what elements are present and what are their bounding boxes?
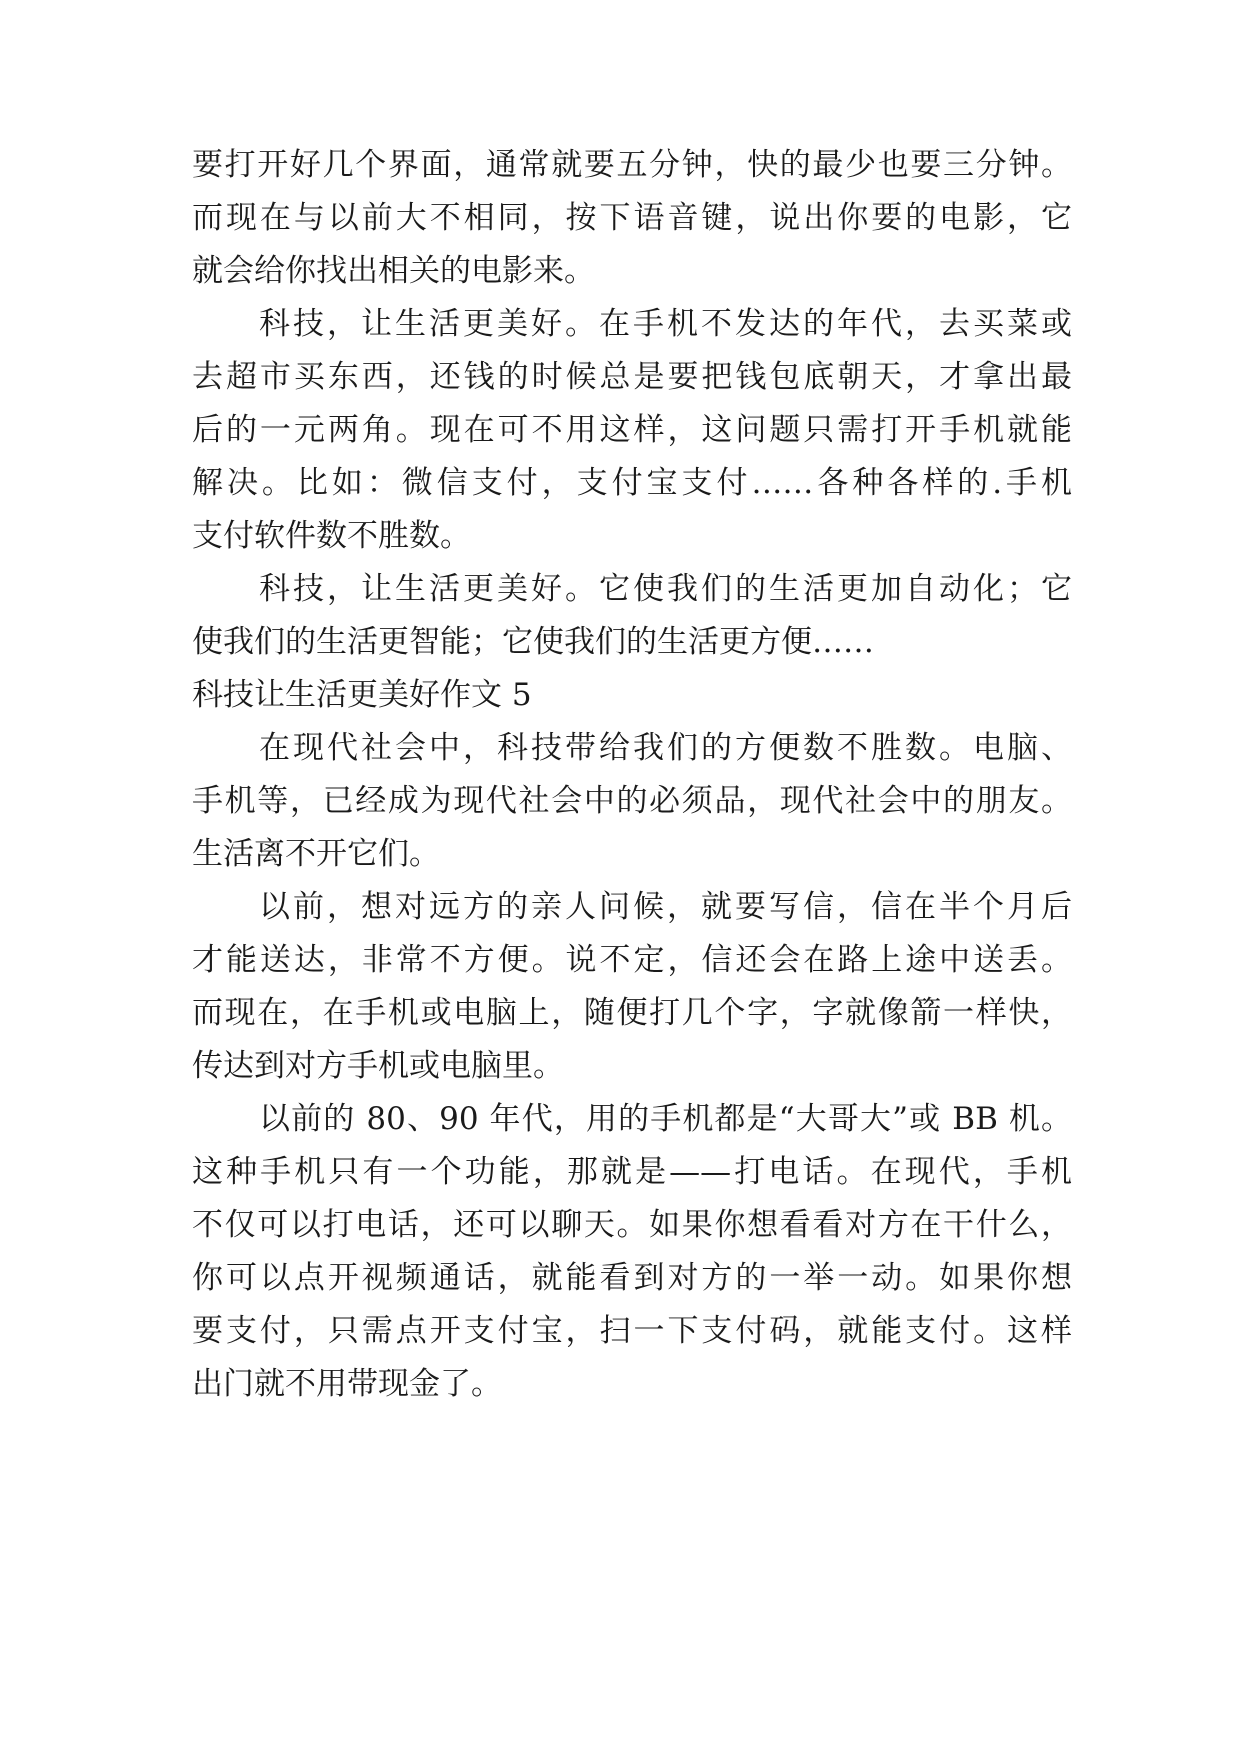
paragraph-4-line-2: 手机等，已经成为现代社会中的必须品，现代社会中的朋友。 [192, 783, 1072, 819]
paragraph-6-line-3: 不仅可以打电话，还可以聊天。如果你想看看对方在干什么， [192, 1207, 1072, 1243]
paragraph-5-line-2: 才能送达，非常不方便。说不定，信还会在路上途中送丢。 [192, 942, 1072, 978]
paragraph-4-line-1: 在现代社会中，科技带给我们的方便数不胜数。电脑、 [259, 730, 1072, 766]
paragraph-2-line-4: 解决。比如：微信支付，支付宝支付……各种各样的.手机 [192, 465, 1072, 501]
paragraph-5-line-1: 以前，想对远方的亲人问候，就要写信，信在半个月后 [259, 889, 1072, 925]
paragraph-2-line-3: 后的一元两角。现在可不用这样，这问题只需打开手机就能 [192, 412, 1072, 448]
paragraph-6-line-2: 这种手机只有一个功能，那就是——打电话。在现代，手机 [192, 1154, 1072, 1190]
paragraph-4-line-3: 生活离不开它们。 [192, 836, 440, 872]
paragraph-5-line-3: 而现在，在手机或电脑上，随便打几个字，字就像箭一样快， [192, 995, 1072, 1031]
section-heading: 科技让生活更美好作文 5 [192, 677, 532, 713]
paragraph-3-line-1: 科技，让生活更美好。它使我们的生活更加自动化；它 [259, 571, 1072, 607]
paragraph-5-line-4: 传达到对方手机或电脑里。 [192, 1048, 564, 1084]
paragraph-6-line-6: 出门就不用带现金了。 [192, 1366, 502, 1402]
paragraph-1-line-3: 就会给你找出相关的电影来。 [192, 253, 595, 289]
paragraph-2-line-2: 去超市买东西，还钱的时候总是要把钱包底朝天，才拿出最 [192, 359, 1072, 395]
paragraph-3-line-2: 使我们的生活更智能；它使我们的生活更方便…… [192, 624, 874, 660]
paragraph-6-line-1: 以前的 80、90 年代，用的手机都是“大哥大”或 BB 机。 [259, 1101, 1072, 1137]
paragraph-1-line-1: 要打开好几个界面，通常就要五分钟，快的最少也要三分钟。 [192, 147, 1072, 183]
paragraph-6-line-5: 要支付，只需点开支付宝，扫一下支付码，就能支付。这样 [192, 1313, 1072, 1349]
paragraph-2-line-5: 支付软件数不胜数。 [192, 518, 471, 554]
paragraph-2-line-1: 科技，让生活更美好。在手机不发达的年代，去买菜或 [259, 306, 1072, 342]
paragraph-1-line-2: 而现在与以前大不相同，按下语音键，说出你要的电影，它 [192, 200, 1072, 236]
paragraph-6-line-4: 你可以点开视频通话，就能看到对方的一举一动。如果你想 [192, 1260, 1072, 1296]
